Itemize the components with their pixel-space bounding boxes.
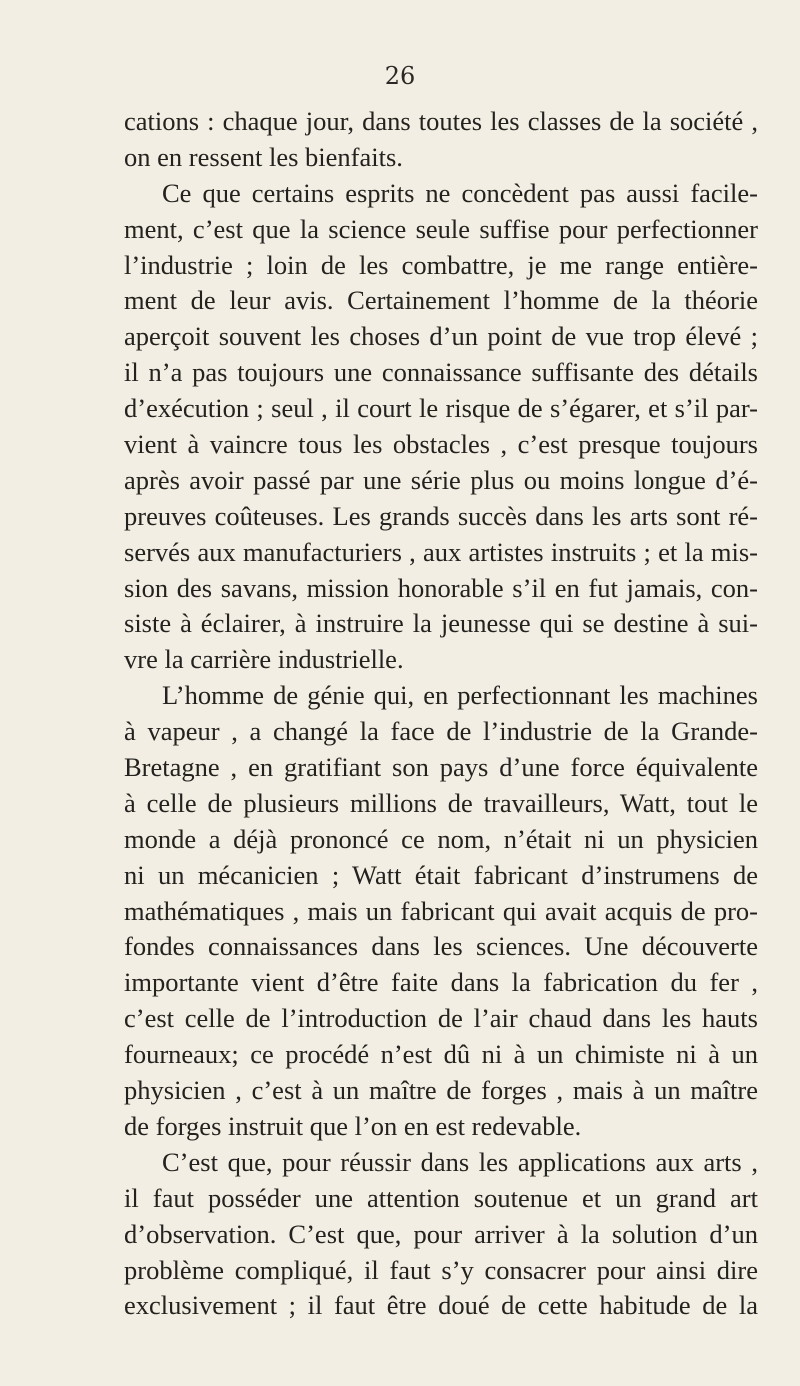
text-line: il faut posséder une attention soutenue et un grand art	[124, 1182, 758, 1213]
text-line: vient à vaincre tous les obstacles , c’est presque toujours	[124, 429, 758, 460]
text-line: monde a déjà prononcé ce nom, n’était ni un physicien	[124, 823, 758, 854]
text-line: il n’a pas toujours une connaissance suffisante des détails	[124, 357, 758, 388]
text-line: après avoir passé par une série plus ou moins longue d’é-	[124, 464, 758, 495]
page-number: 26	[384, 62, 416, 90]
text-line: siste à éclairer, à instruire la jeunesse qui se destine à sui-	[124, 608, 758, 639]
text-line: Bretagne , en gratifiant son pays d’une force équivalente	[124, 752, 758, 783]
text-line: servés aux manufacturiers , aux artistes instruits ; et la mis-	[124, 536, 758, 567]
text-line: c’est celle de l’introduction de l’air chaud dans les hauts	[124, 1003, 758, 1034]
text-line: mathématiques , mais un fabricant qui avait acquis de pro-	[124, 895, 758, 926]
text-line: fondes connaissances dans les sciences. Une découverte	[124, 931, 758, 962]
text-line: importante vient d’être faite dans la fabrication du fer ,	[124, 967, 758, 998]
text-line: ment de leur avis. Certainement l’homme de la théorie	[124, 285, 758, 316]
text-line: d’observation. C’est que, pour arriver à la solution d’un	[124, 1218, 758, 1249]
text-line: fourneaux; ce procédé n’est dû ni à un chimiste ni à un	[124, 1039, 758, 1070]
text-line: l’industrie ; loin de les combattre, je me range entière-	[124, 249, 758, 280]
text-line: ni un mécanicien ; Watt était fabricant d’instrumens de	[124, 859, 758, 890]
text-line: de forges instruit que l’on en est redevable.	[124, 1110, 582, 1141]
text-line: vre la carrière industrielle.	[124, 644, 404, 675]
body-text	[124, 104, 758, 1324]
text-line: C’est que, pour réussir dans les applications aux arts ,	[162, 1146, 758, 1177]
text-line: on en ressent les bienfaits.	[124, 141, 403, 172]
text-line: aperçoit souvent les choses d’un point de vue trop élevé ;	[124, 321, 758, 352]
text-line: physicien , c’est à un maître de forges , mais à un maître	[124, 1075, 758, 1106]
text-line: problème compliqué, il faut s’y consacrer pour ainsi dire	[124, 1254, 758, 1285]
text-line: à celle de plusieurs millions de travailleurs, Watt, tout le	[124, 787, 758, 818]
text-line: L’homme de génie qui, en perfectionnant les machines	[162, 680, 758, 711]
text-line: à vapeur , a changé la face de l’industrie de la Grande-	[124, 716, 758, 747]
text-line: sion des savans, mission honorable s’il en fut jamais, con-	[124, 572, 758, 603]
text-line: cations : chaque jour, dans toutes les classes de la société ,	[124, 106, 758, 136]
text-line: d’exécution ; seul , il court le risque de s’égarer, et s’il par-	[124, 393, 758, 424]
text-line: exclusivement ; il faut être doué de cette habitude de la	[124, 1290, 758, 1321]
text-line: preuves coûteuses. Les grands succès dans les arts sont ré-	[124, 500, 758, 531]
text-line: ment, c’est que la science seule suffise pour perfectionner	[124, 213, 758, 244]
text-line: Ce que certains esprits ne concèdent pas aussi facile-	[162, 177, 758, 208]
